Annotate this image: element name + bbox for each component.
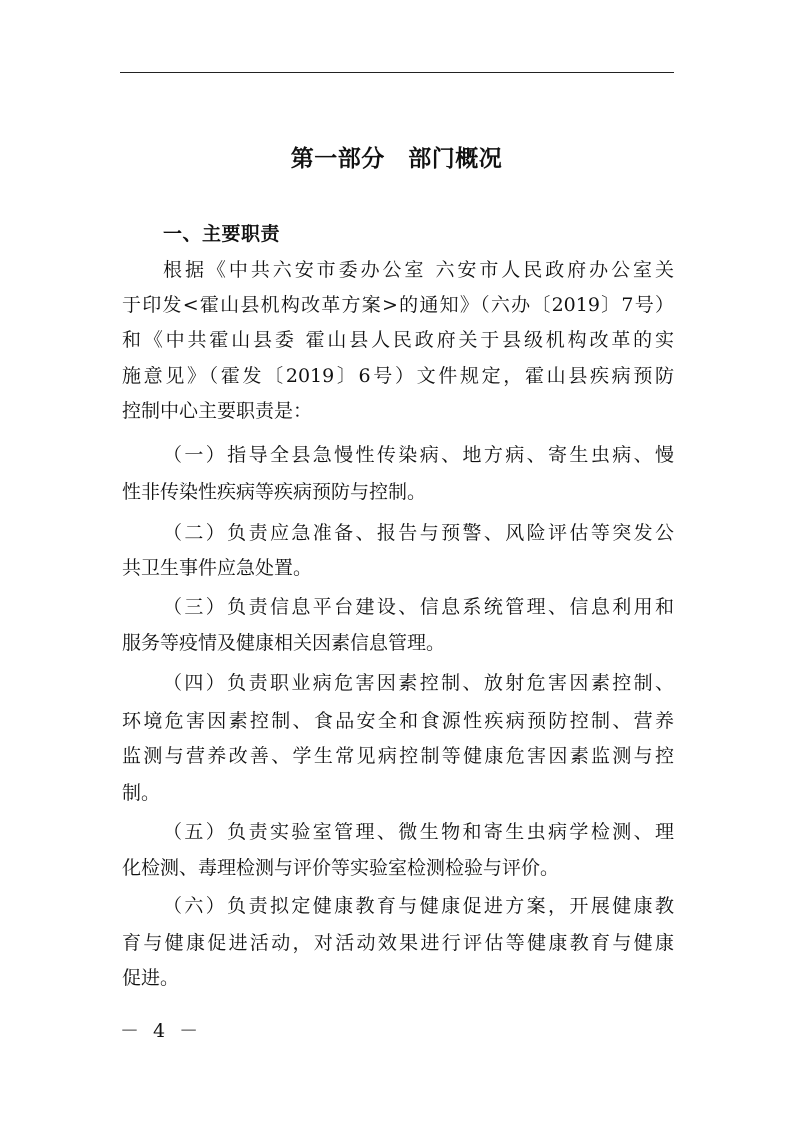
body-line: 促进。	[122, 967, 180, 989]
page-title: 第一部分 部门概况	[290, 146, 503, 172]
body-line: 控制中心主要职责是：	[122, 400, 313, 422]
header-rule	[120, 72, 674, 73]
body-line: 育与健康促进活动，对活动效果进行评估等健康教育与健康	[122, 932, 674, 954]
body-line: 环境危害因素控制、食品安全和食源性疾病预防控制、营养	[122, 710, 674, 732]
body-line: 性非传染性疾病等疾病预防与控制。	[122, 481, 427, 503]
body-line: 制。	[122, 782, 161, 804]
body-line: 服务等疫情及健康相关因素信息管理。	[122, 632, 446, 654]
body-line: （五）负责实验室管理、微生物和寄生虫病学检测、理	[163, 821, 674, 843]
body-line: 监测与营养改善、学生常见病控制等健康危害因素监测与控	[122, 745, 674, 767]
body-line: （六）负责拟定健康教育与健康促进方案，开展健康教	[163, 895, 674, 917]
body-line: （二）负责应急准备、报告与预警、风险评估等突发公	[163, 522, 674, 544]
body-line: （三）负责信息平台建设、信息系统管理、信息利用和	[163, 596, 674, 618]
section-heading: 一、主要职责	[163, 223, 281, 245]
body-line: 于印发<霍山县机构改革方案>的通知》（六办〔2019〕7号）	[122, 294, 674, 316]
body-line: 化检测、毒理检测与评价等实验室检测检验与评价。	[122, 857, 560, 879]
page-number: － 4 －	[120, 1020, 203, 1042]
body-line: 共卫生事件应急处置。	[122, 557, 313, 579]
body-line: 施意见》（霍发〔2019〕6号）文件规定，霍山县疾病预防	[122, 365, 674, 387]
body-line: （四）负责职业病危害因素控制、放射危害因素控制、	[163, 672, 674, 694]
body-line: （一）指导全县急慢性传染病、地方病、寄生虫病、慢	[163, 444, 674, 466]
body-line: 根据《中共六安市委办公室 六安市人民政府办公室关	[163, 259, 674, 281]
body-line: 和《中共霍山县委 霍山县人民政府关于县级机构改革的实	[122, 329, 674, 351]
